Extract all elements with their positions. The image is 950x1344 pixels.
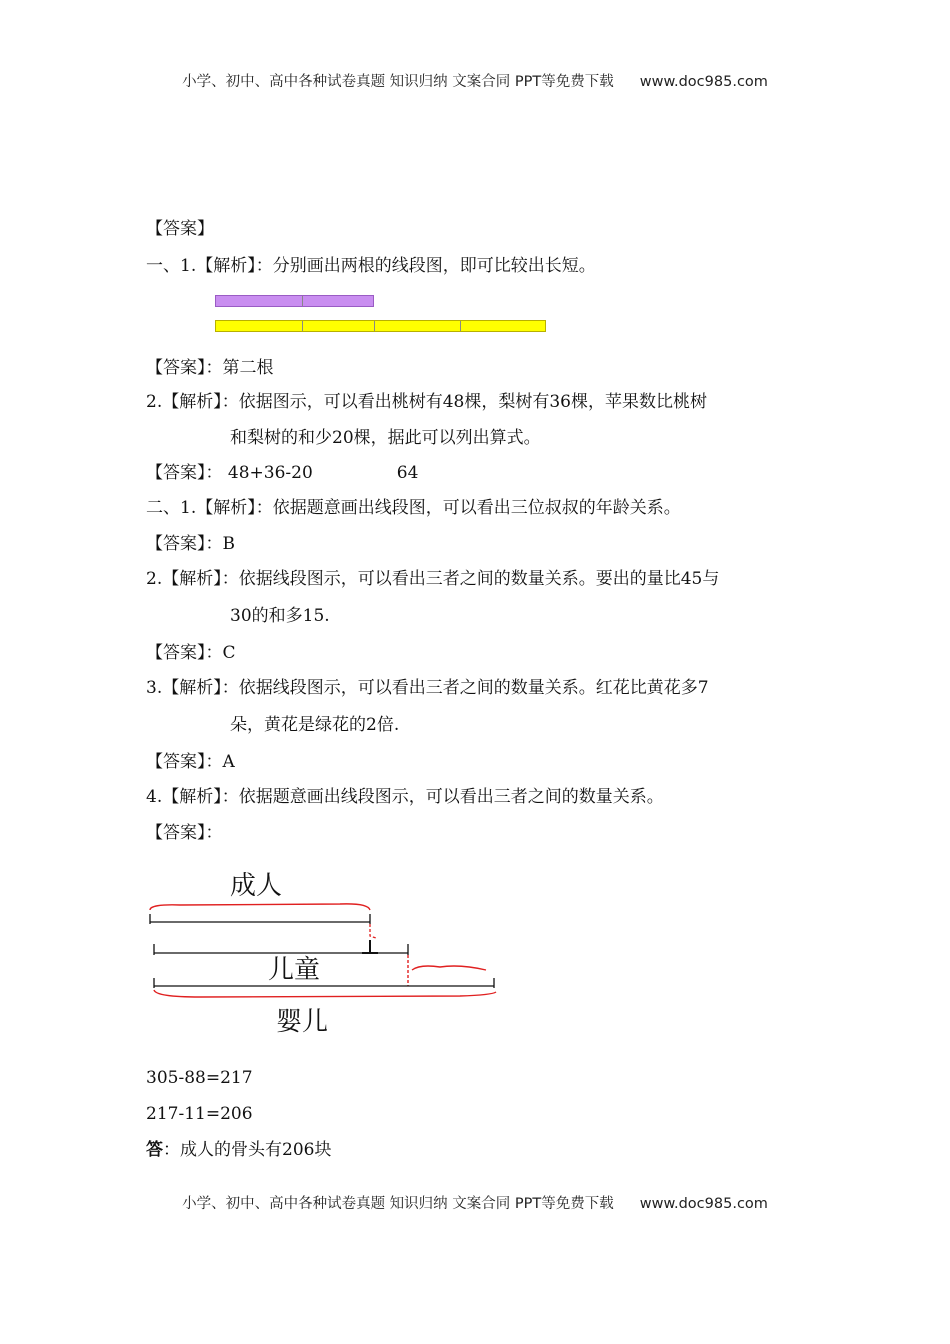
q2-2-answer: 【答案】：C [146,643,236,663]
page-footer [0,1192,950,1213]
purple-bar-divider [302,296,303,306]
page-header [0,70,950,91]
q1-1-analysis: 一、1.【解析】：分别画出两根的线段图，即可比较出长短。 [146,256,596,276]
yellow-bar-divider [460,321,461,331]
header-site[interactable]: www.doc985.com [639,74,768,90]
q1-2-answer [146,461,418,485]
q2-3-analysis: 3.【解析】：依据线段图示，可以看出三者之间的数量关系。红花比黄花多7 [146,678,709,698]
q1-2-result: 64 [396,463,419,483]
q2-1-analysis: 二、1.【解析】：依据题意画出线段图，可以看出三位叔叔的年龄关系。 [146,498,681,518]
footer-text: 小学、初中、高中各种试卷真题 知识归纳 文案合同 PPT等免费下载 [182,1196,614,1212]
yellow-bar [215,320,546,332]
yellow-bar-divider [302,321,303,331]
adult-segment [150,914,370,924]
yellow-bar-divider [374,321,375,331]
final-answer-text: ：成人的骨头有206块 [163,1140,332,1160]
baby-label: 婴儿 [276,1007,329,1037]
q1-1-answer: 【答案】：第二根 [146,358,274,378]
q2-1-answer: 【答案】：B [146,534,235,554]
q2-4-analysis: 4.【解析】：依据题意画出线段图示，可以看出三者之间的数量关系。 [146,787,664,807]
difference-marker [370,924,376,938]
q2-3-answer: 【答案】：A [146,752,235,772]
q2-2-analysis: 2.【解析】：依据线段图示，可以看出三者之间的数量关系。要出的量比45与 [146,569,720,589]
purple-bar [215,295,374,307]
q2-2-analysis-cont: 30的和多15. [230,606,330,626]
answer-heading: 【答案】 [146,219,214,239]
baby-segment [154,978,494,988]
header-text: 小学、初中、高中各种试卷真题 知识归纳 文案合同 PPT等免费下载 [182,74,614,90]
child-segment [154,940,408,955]
segment-diagram [140,858,510,1038]
q2-3-analysis-cont: 朵，黄花是绿花的2倍. [230,715,400,735]
adult-brace [150,904,370,910]
q2-4-answer: 【答案】： [146,823,223,843]
calc-step-1: 305-88=217 [146,1068,253,1088]
q1-2-analysis-cont: 和梨树的和少20棵，据此可以列出算式。 [230,428,541,448]
adult-label: 成人 [230,871,283,901]
q1-2-analysis: 2.【解析】：依据图示，可以看出桃树有48棵，梨树有36棵，苹果数比桃树 [146,392,707,412]
final-answer [146,1138,331,1162]
calc-step-2: 217-11=206 [146,1104,253,1124]
baby-brace [154,990,496,997]
extra-brace [412,966,486,970]
final-answer-label: 答 [146,1140,163,1160]
child-label: 儿童 [268,955,321,985]
q1-2-expression: 【答案】： 48+36-20 [146,463,313,483]
footer-site[interactable]: www.doc985.com [639,1196,768,1212]
